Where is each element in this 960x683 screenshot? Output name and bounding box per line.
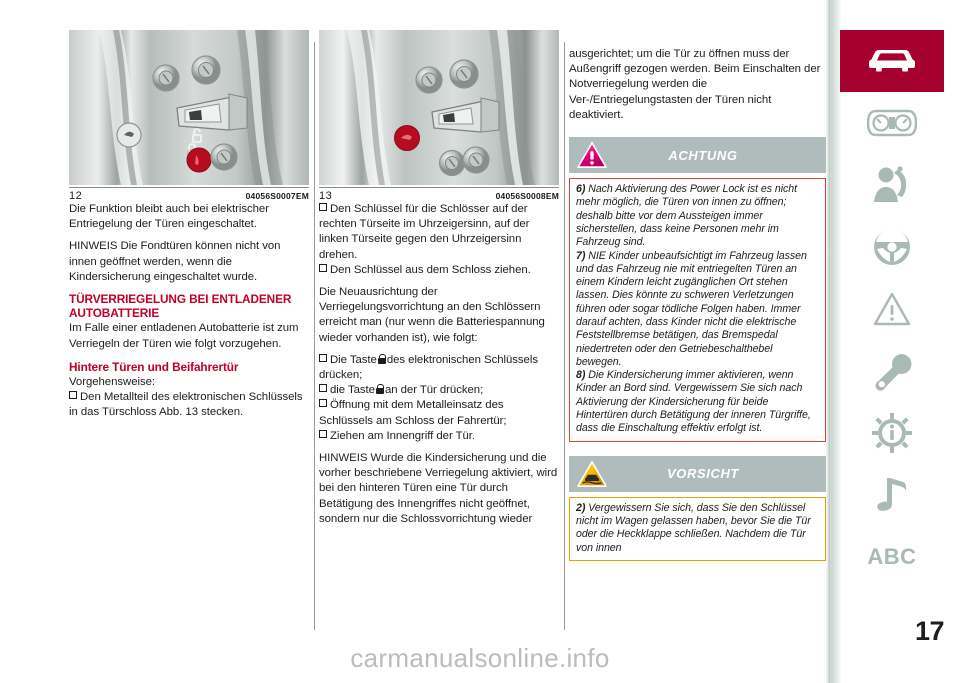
- gear-info-icon: [872, 413, 912, 453]
- paragraph: ausgerichtet; um die Tür zu öffnen muss der Außengriff gezogen werden. Beim Einschalten der Notverriegelung werden die Ver-/Entriegelungstasten der Türen nicht deaktiviert.: [569, 48, 821, 121]
- warning-banner: [569, 137, 826, 173]
- square-bullet-icon: [319, 399, 327, 407]
- bullet-item: [319, 398, 559, 428]
- warning-triangle-outline-icon: [872, 291, 912, 327]
- figure-code: 04056S0007EM: [245, 191, 309, 201]
- paragraph: Die Neuausrichtung der Verriegelungsvorrichtung an den Schlössern erreicht man (nur wenn die Batteriespannung wieder vorhanden ist), wie folgt:: [319, 286, 545, 344]
- warning-item-number: 8): [576, 369, 586, 382]
- warning-triangle-icon: [576, 141, 608, 169]
- figure-13-image: [319, 30, 559, 185]
- lock-closed-icon: [378, 354, 386, 364]
- warning-item-text: Nach Aktivierung des Power Lock ist es nicht mehr möglich, die Türen von innen zu öffnen; deshalb bitte vor dem Aussteigen immer sicherstellen, dass keine Personen mehr im Fahrzeug sind.: [576, 183, 798, 249]
- paragraph: HINWEIS Wurde die Kindersicherung und die vorher beschriebene Verriegelung aktiviert, wird bei den hinteren Türen eine Tür durch Betätigung des Innengriffes nicht geöffnet, sondern nur die Schlossvorrichtung wieder: [319, 452, 558, 525]
- bullet-text-a: die Taste: [330, 384, 375, 397]
- bullet-text: Den Metallteil des elektronischen Schlüssels in das Türschloss Abb. 13 stecken.: [69, 391, 303, 419]
- sidebar-item-maintenance[interactable]: [840, 402, 944, 464]
- steering-wheel-icon: [872, 227, 912, 267]
- section-heading: TÜRVERRIEGELUNG BEI ENTLADENER AUTOBATTERIE: [69, 292, 292, 321]
- sidebar-item-abc[interactable]: [840, 526, 944, 588]
- page-number: 17: [914, 616, 944, 646]
- caution-item-number: 2): [576, 501, 586, 514]
- figure-number: 13: [319, 190, 333, 202]
- warning-item-text: NIE Kinder unbeaufsichtigt im Fahrzeug lassen und das Fahrzeug nie mit entriegelten Türen an einem Kindern leicht zugänglichen Ort stehen lassen. Dies könnte zu schweren Verletzungen führen oder sogar tödliche Folgen haben. Immer darauf achten, dass Kinder nicht die elektrische Feststellbremse betätigen, das Bremspedal niedertreten oder den Getriebeschalthebel bewegen.: [576, 249, 807, 368]
- figure-12: [69, 30, 309, 202]
- bullet-item: [319, 429, 559, 444]
- caution-title: VORSICHT: [667, 466, 739, 482]
- dashboard-icon: [867, 109, 917, 137]
- figure-number: 12: [69, 190, 83, 202]
- column-3: [569, 30, 826, 561]
- square-bullet-icon: [319, 354, 327, 362]
- sidebar-item-warning-lights[interactable]: [840, 278, 944, 340]
- column-1: [69, 30, 309, 428]
- abc-text-icon: ABC: [867, 544, 917, 569]
- sidebar-item-driving[interactable]: [840, 216, 944, 278]
- bullet-text-b: des elektronischen Schlüssels drücken;: [319, 353, 538, 382]
- warning-title: ACHTUNG: [668, 147, 738, 163]
- bullet-text: Öffnung mit dem Metalleinsatz des Schlüssels am Schloss der Fahrertür;: [319, 399, 507, 427]
- bullet-item: [319, 263, 559, 278]
- bullet-text: Den Schlüssel für die Schlösser auf der rechten Türseite im Uhrzeigersinn, auf der linken Türseite gegen den Uhrzeigersinn drehen.: [319, 203, 530, 261]
- bullet-text-b: an der Tür drücken;: [384, 384, 484, 397]
- square-bullet-icon: [69, 391, 77, 399]
- bullet-text-a: Die Taste: [330, 353, 377, 366]
- column-divider-1: [314, 42, 315, 630]
- bullet-item: [319, 353, 559, 383]
- figure-code: 04056S0008EM: [495, 191, 559, 201]
- caution-box: [569, 497, 826, 561]
- sidebar-item-vehicle-knowledge[interactable]: [840, 30, 944, 92]
- bullet-text: Den Schlüssel aus dem Schloss ziehen.: [330, 263, 531, 276]
- sidebar-item-safety[interactable]: [840, 154, 944, 216]
- bullet-item: [319, 383, 559, 398]
- warning-item: [576, 250, 819, 370]
- figure-12-caption: [69, 187, 309, 202]
- music-note-icon: [876, 475, 908, 515]
- square-bullet-icon: [319, 430, 327, 438]
- sidebar-item-multimedia[interactable]: [840, 464, 944, 526]
- square-bullet-icon: [319, 384, 327, 392]
- chapter-sidebar: [840, 30, 944, 630]
- caution-car-triangle-icon: [576, 460, 608, 488]
- page-content: [60, 30, 826, 630]
- caution-banner: [569, 456, 826, 492]
- paragraph: Im Falle einer entladenen Autobatterie ist zum Verriegeln der Türen wie folgt vorzugehen.: [69, 322, 299, 350]
- bullet-text: Ziehen am Innengriff der Tür.: [330, 429, 476, 442]
- bullet-item: [319, 202, 559, 263]
- sub-heading: Hintere Türen und Beifahrertür: [69, 359, 239, 374]
- lock-closed-icon: [376, 384, 384, 394]
- site-watermark: carmanualsonline.info: [350, 643, 610, 673]
- warning-item: [576, 183, 819, 249]
- square-bullet-icon: [319, 203, 327, 211]
- bullet-item: [69, 390, 309, 420]
- sidebar-item-emergency[interactable]: [840, 340, 944, 402]
- figure-13-caption: [319, 187, 559, 202]
- warning-item-number: 7): [576, 249, 586, 262]
- warning-item-number: 6): [576, 183, 586, 196]
- warning-item-text: Die Kindersicherung immer aktivieren, wenn Kinder an Bord sind. Vergewissern Sie sich nach Aktivierung der Kindersicherung für beide Hintertüren durch Betätigung der inneren Türgriffe, dass die Einschaltung effektiv erfolgt ist.: [576, 369, 811, 435]
- wrench-icon: [872, 351, 912, 391]
- safety-seatbelt-icon: [870, 166, 914, 204]
- page-edge-line: [826, 0, 830, 683]
- car-front-icon: [865, 44, 919, 78]
- column-2: [319, 30, 559, 534]
- warning-box: [569, 178, 826, 442]
- sidebar-item-dashboard[interactable]: [840, 92, 944, 154]
- square-bullet-icon: [319, 264, 327, 272]
- paragraph: Die Funktion bleibt auch bei elektrischer Entriegelung der Türen eingeschaltet.: [69, 203, 269, 231]
- caution-item-text: Vergewissern Sie sich, dass Sie den Schlüssel nicht im Wagen gelassen haben, bevor Sie die Tür oder die Heckklappe schließen. Nachdem die Tür von innen: [576, 501, 811, 554]
- warning-item: [576, 369, 819, 435]
- figure-13: [319, 30, 559, 202]
- column-divider-2: [564, 42, 565, 630]
- figure-12-image: [69, 30, 309, 185]
- paragraph: Vorgehensweise:: [69, 376, 156, 389]
- paragraph: HINWEIS Die Fondtüren können nicht von innen geöffnet werden, wenn die Kindersicherung eingeschaltet wurde.: [69, 240, 281, 283]
- caution-item: [576, 502, 819, 555]
